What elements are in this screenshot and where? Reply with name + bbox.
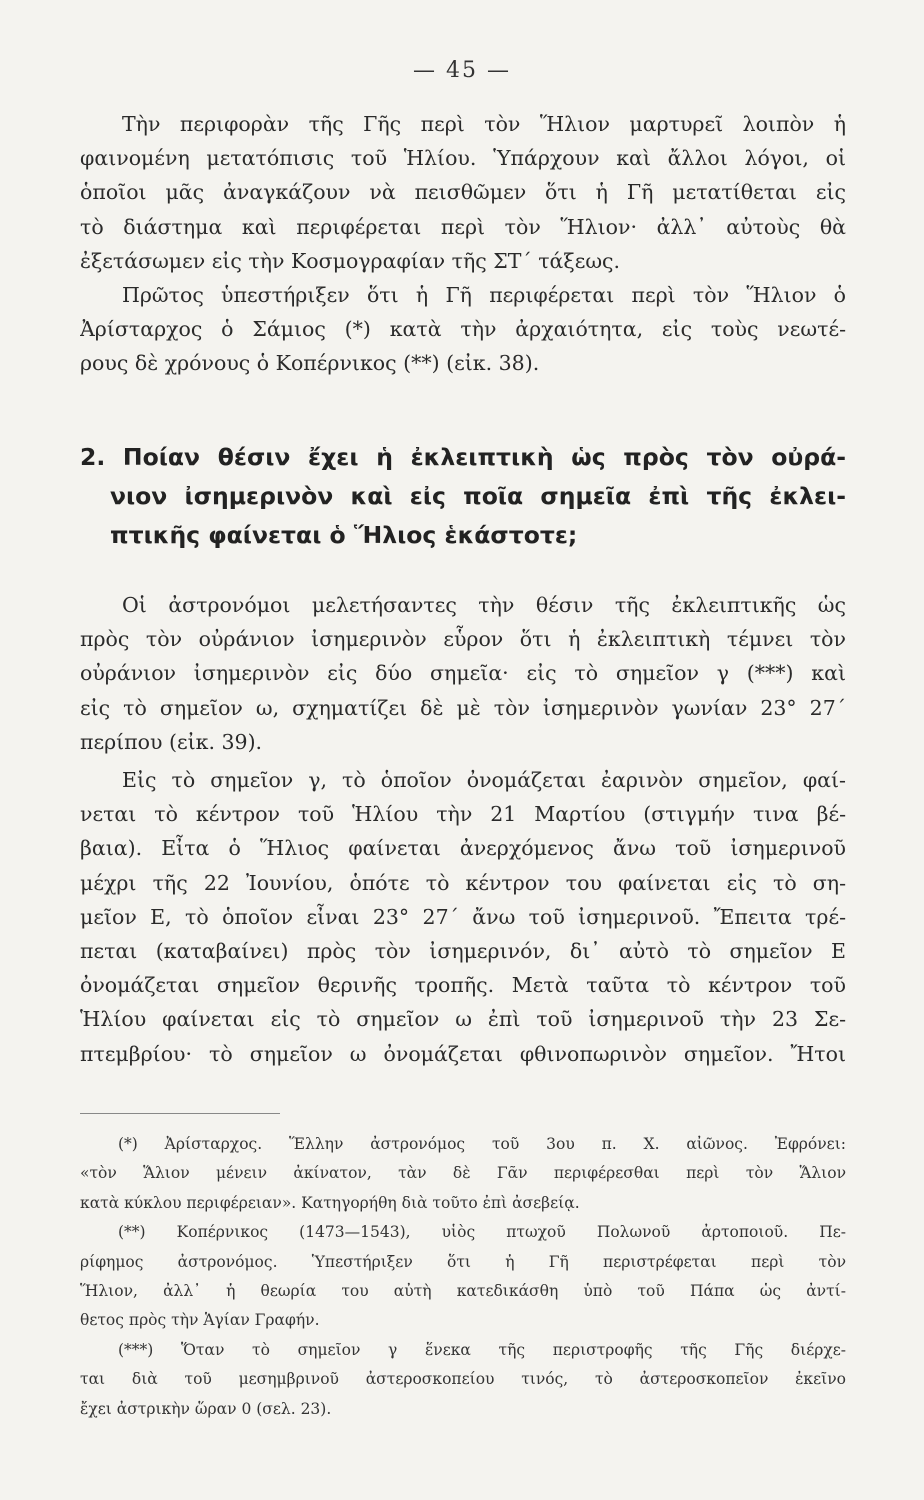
heading-line: 2. Ποίαν θέσιν ἔχει ἡ ἐκλειπτικὴ ὡς πρὸς τὸν οὐρά- (80, 443, 846, 471)
footnote-line: Ἥλιον, ἀλλ᾽ ἡ θεωρία του αὐτὴ κατεδικάσθη ὑπὸ τοῦ Πάπα ὡς ἀντί- (80, 1281, 846, 1300)
intro-paragraph (80, 107, 846, 278)
text-line: πεται (καταβαίνει) πρὸς τὸν ἰσημερινόν, δι᾽ αὐτὸ τὸ σημεῖον Ε (80, 938, 846, 963)
footnote-line: (**) Κοπέρνικος (1473—1543), υἱὸς πτωχοῦ Πολωνοῦ ἀρτοποιοῦ. Πε- (118, 1223, 846, 1242)
text-line: Εἰς τὸ σημεῖον γ, τὸ ὁποῖον ὀνομάζεται ἐαρινὸν σημεῖον, φαί- (122, 768, 846, 792)
text-line: εἰς τὸ σημεῖον ω, σχηματίζει δὲ μὲ τὸν ἰσημερινὸν γωνίαν 23° 27΄ (80, 695, 846, 720)
text-line: ὀνομάζεται σημεῖον θερινῆς τροπῆς. Μετὰ ταῦτα τὸ κέντρον τοῦ (80, 973, 846, 998)
text-line: βαια). Εἶτα ὁ Ἥλιος φαίνεται ἀνερχόμενος ἄνω τοῦ ἰσημερινοῦ (80, 836, 846, 861)
page-number: — 45 — (413, 58, 511, 83)
section-heading (80, 438, 846, 555)
text-line: μεῖον Ε, τὸ ὁποῖον εἶναι 23° 27΄ ἄνω τοῦ ἰσημερινοῦ. Ἔπειτα τρέ- (80, 904, 846, 929)
text-line: ἐξετάσωμεν εἰς τὴν Κοσμογραφίαν τῆς ΣΤ΄ τάξεως. (80, 248, 621, 273)
footnote-line: ρίφημος ἀστρονόμος. Ὑπεστήριξεν ὅτι ἡ Γῆ περιστρέφεται περὶ τὸν (80, 1252, 846, 1271)
text-line: Ἡλίου φαίνεται εἰς τὸ σημεῖον ω ἐπὶ τοῦ ἰσημερινοῦ τὴν 23 Σε- (80, 1007, 846, 1032)
footnote-line: «τὸν Ἅλιον μένειν ἀκίνατον, τὰν δὲ Γᾶν περιφέρεσθαι περὶ τὸν Ἅλιον (80, 1164, 846, 1183)
text-line: μέχρι τῆς 22 Ἰουνίου, ὁπότε τὸ κέντρον του φαίνεται εἰς τὸ ση- (80, 870, 846, 895)
footnote-line: θετος πρὸς τὴν Ἁγίαν Γραφήν. (80, 1311, 320, 1330)
footnote-line: ται διὰ τοῦ μεσημβρινοῦ ἀστεροσκοπείου τινός, τὸ ἀστεροσκοπεῖον ἐκεῖνο (80, 1370, 846, 1389)
equinox-paragraph (80, 763, 846, 1071)
ecliptic-paragraph (80, 588, 846, 759)
footnotes (80, 1130, 846, 1424)
text-line: πρὸς τὸν οὐράνιον ἰσημερινὸν εὗρον ὅτι ἡ ἐκλειπτικὴ τέμνει τὸν (80, 627, 846, 652)
footnote-line: κατὰ κύκλου περιφέρειαν». Κατηγορήθη διὰ τοῦτο ἐπὶ ἀσεβείᾳ. (80, 1193, 580, 1212)
text-line: φαινομένη μετατόπισις τοῦ Ἡλίου. Ὑπάρχουν καὶ ἄλλοι λόγοι, οἱ (80, 146, 846, 171)
heading-line: πτικῆς φαίνεται ὁ Ἥλιος ἑκάστοτε; (110, 521, 578, 549)
footnote-line: (*) Ἀρίσταρχος. Ἕλλην ἀστρονόμος τοῦ 3ου π. Χ. αἰῶνος. Ἐφρόνει: (118, 1135, 846, 1153)
text-line: τὸ διάστημα καὶ περιφέρεται περὶ τὸν Ἥλιον· ἀλλ᾽ αὐτοὺς θὰ (80, 214, 846, 239)
heading-line: νιον ἰσημερινὸν καὶ εἰς ποῖα σημεῖα ἐπὶ τῆς ἐκλει- (110, 482, 846, 510)
footnote-line: ἔχει ἀστρικὴν ὥραν 0 (σελ. 23). (80, 1399, 332, 1418)
text-line: Οἱ ἀστρονόμοι μελετήσαντες τὴν θέσιν τῆς ἐκλειπτικῆς ὡς (122, 593, 846, 617)
text-line: περίπου (εἰκ. 39). (80, 729, 263, 754)
text-line: Τὴν περιφορὰν τῆς Γῆς περὶ τὸν Ἥλιον μαρτυρεῖ λοιπὸν ἡ (122, 112, 846, 136)
text-line: ρους δὲ χρόνους ὁ Κοπέρνικος (**) (εἰκ. 38). (80, 351, 540, 376)
text-line: πτεμβρίου· τὸ σημεῖον ω ὀνομάζεται φθινοπωρινὸν σημεῖον. Ἤτοι (80, 1041, 846, 1066)
text-line: Πρῶτος ὑπεστήριξεν ὅτι ἡ Γῆ περιφέρεται περὶ τὸν Ἥλιον ὁ (122, 283, 846, 307)
text-line: Ἀρίσταρχος ὁ Σάμιος (*) κατὰ τὴν ἀρχαιότητα, εἰς τοὺς νεωτέ- (80, 317, 846, 342)
footnote-line: (***) Ὅταν τὸ σημεῖον γ ἕνεκα τῆς περιστροφῆς τῆς Γῆς διέρχε- (118, 1340, 846, 1359)
footnote-divider (80, 1113, 280, 1114)
text-line: νεται τὸ κέντρον τοῦ Ἡλίου τὴν 21 Μαρτίου (στιγμήν τινα βέ- (80, 802, 846, 827)
text-line: οὐράνιον ἰσημερινὸν εἰς δύο σημεῖα· εἰς τὸ σημεῖον γ (***) καὶ (80, 661, 846, 686)
aristarchus-paragraph (80, 278, 846, 381)
text-line: ὁποῖοι μᾶς ἀναγκάζουν νὰ πεισθῶμεν ὅτι ἡ Γῆ μετατίθεται εἰς (80, 180, 846, 205)
